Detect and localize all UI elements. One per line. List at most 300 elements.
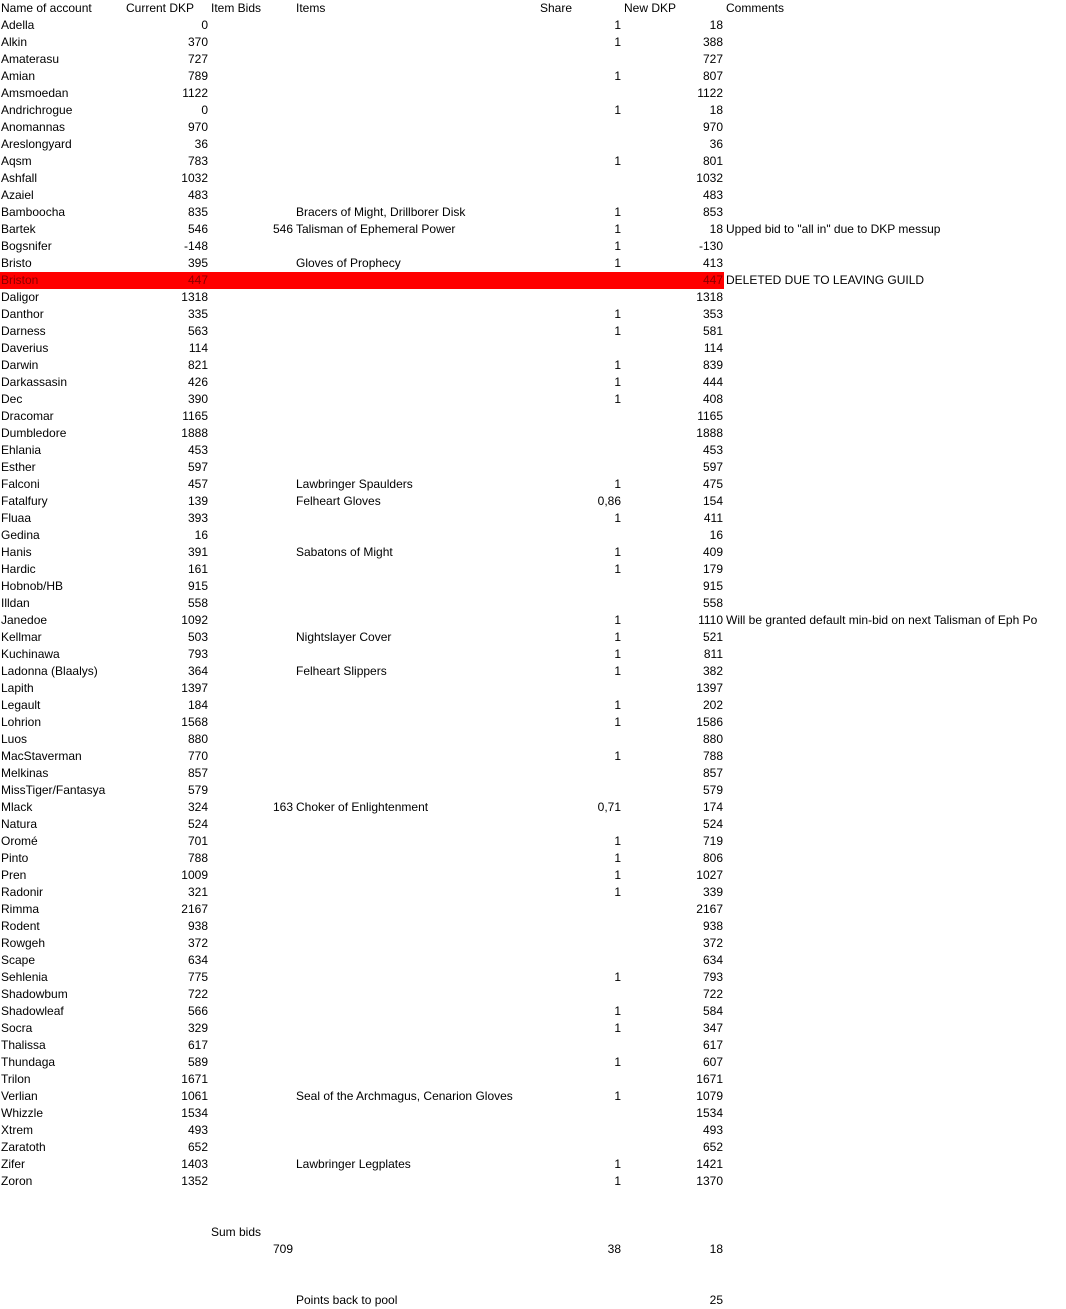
cell-comment — [726, 714, 1066, 731]
cell-new-dkp: 409 — [702, 545, 723, 559]
cell-name: Thundaga — [1, 1055, 56, 1069]
cell-current-dkp: 579 — [187, 783, 208, 797]
cell-item-bid — [210, 901, 293, 918]
cell-comment — [726, 17, 1066, 34]
cell-name: Pren — [1, 868, 27, 882]
table-row — [0, 663, 1066, 680]
cell-new-dkp: 1110 — [698, 613, 723, 627]
cell-comment — [726, 646, 1066, 663]
cell-name: Trilon — [1, 1072, 31, 1086]
cell-item-bid — [210, 595, 293, 612]
cell-comment — [726, 986, 1066, 1003]
table-row — [0, 850, 1066, 867]
cell-comment — [726, 51, 1066, 68]
cell-current-dkp: 395 — [187, 256, 208, 270]
cell-current-dkp: 788 — [187, 851, 208, 865]
cell-name: Janedoe — [1, 613, 48, 627]
cell-item-bid — [210, 102, 293, 119]
cell-new-dkp: 839 — [702, 358, 723, 372]
cell-name: Dracomar — [1, 409, 54, 423]
table-row — [0, 34, 1066, 51]
pool-value: 25 — [709, 1293, 723, 1307]
sum-bids-value: 709 — [272, 1242, 293, 1256]
cell-current-dkp: 835 — [187, 205, 208, 219]
table-row — [0, 204, 1066, 221]
cell-new-dkp: 1534 — [696, 1106, 723, 1120]
cell-share — [541, 442, 621, 459]
cell-item-bid — [210, 408, 293, 425]
table-row — [0, 374, 1066, 391]
cell-share — [541, 935, 621, 952]
cell-current-dkp: 1671 — [181, 1072, 208, 1086]
cell-items: Felheart Slippers — [296, 664, 387, 678]
cell-item-bid — [210, 340, 293, 357]
cell-items — [296, 1071, 541, 1088]
cell-share — [541, 1105, 621, 1122]
cell-current-dkp: 789 — [187, 69, 208, 83]
cell-current-dkp: 370 — [187, 35, 208, 49]
cell-comment — [726, 85, 1066, 102]
cell-share: 0,86 — [597, 494, 621, 508]
table-row — [0, 17, 1066, 34]
cell-comment — [726, 850, 1066, 867]
cell-current-dkp: 775 — [187, 970, 208, 984]
cell-current-dkp: 546 — [187, 222, 208, 236]
cell-item-bid — [210, 935, 293, 952]
cell-share: 1 — [614, 1157, 621, 1171]
cell-new-dkp: 607 — [702, 1055, 723, 1069]
cell-share — [541, 136, 621, 153]
cell-current-dkp: 1032 — [181, 171, 208, 185]
cell-new-dkp: 521 — [702, 630, 723, 644]
cell-current-dkp: 783 — [187, 154, 208, 168]
cell-current-dkp: 970 — [187, 120, 208, 134]
cell-new-dkp: 584 — [702, 1004, 723, 1018]
cell-new-dkp: 16 — [709, 528, 723, 542]
cell-comment — [726, 952, 1066, 969]
cell-current-dkp: 184 — [187, 698, 208, 712]
cell-name: Dumbledore — [1, 426, 67, 440]
cell-current-dkp: 114 — [188, 341, 208, 355]
table-row — [0, 102, 1066, 119]
cell-new-dkp: 1421 — [696, 1157, 723, 1171]
cell-new-dkp: 581 — [702, 324, 723, 338]
cell-name: Sehlenia — [1, 970, 48, 984]
cell-item-bid: 163 — [272, 800, 293, 814]
cell-item-bid — [210, 867, 293, 884]
cell-new-dkp: 853 — [702, 205, 723, 219]
cell-share — [541, 340, 621, 357]
table-row — [0, 391, 1066, 408]
sum-bids-row — [0, 1224, 1066, 1241]
cell-comment — [726, 1173, 1066, 1190]
cell-new-dkp: 811 — [703, 647, 723, 661]
cell-name: Natura — [1, 817, 38, 831]
cell-current-dkp: 524 — [187, 817, 208, 831]
cell-share — [541, 782, 621, 799]
cell-current-dkp: 793 — [187, 647, 208, 661]
cell-current-dkp: 722 — [187, 987, 208, 1001]
cell-items — [296, 680, 541, 697]
cell-item-bid — [210, 646, 293, 663]
cell-comment — [726, 323, 1066, 340]
cell-items: Seal of the Archmagus, Cenarion Gloves — [296, 1089, 513, 1103]
cell-item-bid — [210, 238, 293, 255]
table-row — [0, 408, 1066, 425]
cell-share: 1 — [614, 358, 621, 372]
cell-share — [541, 1122, 621, 1139]
cell-items — [296, 187, 541, 204]
cell-share: 1 — [614, 851, 621, 865]
cell-current-dkp: 453 — [187, 443, 208, 457]
cell-new-dkp: 2167 — [696, 902, 723, 916]
cell-current-dkp: 597 — [187, 460, 208, 474]
cell-new-dkp: 938 — [702, 919, 723, 933]
cell-share: 1 — [614, 18, 621, 32]
cell-current-dkp: 617 — [187, 1038, 208, 1052]
table-row — [0, 527, 1066, 544]
cell-new-dkp: 793 — [702, 970, 723, 984]
cell-items — [296, 170, 541, 187]
cell-new-dkp: 617 — [702, 1038, 723, 1052]
cell-item-bid — [210, 17, 293, 34]
cell-share — [541, 918, 621, 935]
table-row — [0, 170, 1066, 187]
cell-item-bid — [210, 442, 293, 459]
cell-items — [296, 442, 541, 459]
cell-item-bid — [210, 816, 293, 833]
cell-name: Hanis — [1, 545, 32, 559]
cell-share — [541, 408, 621, 425]
cell-current-dkp: 1009 — [181, 868, 208, 882]
cell-current-dkp: 770 — [187, 749, 208, 763]
cell-current-dkp: 364 — [187, 664, 208, 678]
cell-new-dkp: 347 — [702, 1021, 723, 1035]
cell-share: 1 — [614, 885, 621, 899]
cell-item-bid — [210, 680, 293, 697]
table-row — [0, 255, 1066, 272]
cell-items — [296, 867, 541, 884]
cell-items — [296, 153, 541, 170]
cell-item-bid — [210, 578, 293, 595]
cell-item-bid — [210, 153, 293, 170]
cell-item-bid — [210, 1020, 293, 1037]
cell-items — [296, 510, 541, 527]
cell-new-dkp: 722 — [702, 987, 723, 1001]
cell-item-bid — [210, 374, 293, 391]
cell-new-dkp: 18 — [709, 18, 723, 32]
cell-share: 1 — [614, 222, 621, 236]
cell-name: MissTiger/Fantasya — [1, 783, 106, 797]
cell-items — [296, 816, 541, 833]
table-row — [0, 51, 1066, 68]
table-row — [0, 646, 1066, 663]
cell-name: Scape — [1, 953, 36, 967]
cell-items — [296, 340, 541, 357]
table-row — [0, 323, 1066, 340]
cell-new-dkp: 353 — [702, 307, 723, 321]
cell-comment — [726, 578, 1066, 595]
cell-item-bid — [210, 731, 293, 748]
cell-name: Falconi — [1, 477, 40, 491]
cell-item-bid — [210, 765, 293, 782]
cell-share — [541, 187, 621, 204]
cell-name: Zoron — [1, 1174, 33, 1188]
cell-new-dkp: 806 — [702, 851, 723, 865]
cell-new-dkp: 447 — [702, 273, 723, 287]
cell-items — [296, 374, 541, 391]
table-row — [0, 153, 1066, 170]
cell-share — [541, 1071, 621, 1088]
cell-items — [296, 1003, 541, 1020]
cell-item-bid — [210, 289, 293, 306]
cell-current-dkp: 558 — [187, 596, 208, 610]
cell-items — [296, 884, 541, 901]
cell-name: Mlack — [1, 800, 33, 814]
cell-comment — [726, 340, 1066, 357]
cell-comment — [726, 1054, 1066, 1071]
cell-share: 1 — [614, 630, 621, 644]
cell-new-dkp: 202 — [702, 698, 723, 712]
table-row — [0, 1003, 1066, 1020]
header-items: Items — [296, 1, 326, 15]
cell-new-dkp: -130 — [698, 239, 723, 253]
cell-comment — [726, 1037, 1066, 1054]
cell-share: 1 — [614, 1174, 621, 1188]
cell-current-dkp: 563 — [187, 324, 208, 338]
cell-share: 1 — [614, 35, 621, 49]
cell-item-bid — [210, 255, 293, 272]
cell-share: 1 — [614, 511, 621, 525]
cell-comment — [726, 731, 1066, 748]
cell-items — [296, 51, 541, 68]
cell-new-dkp: 579 — [702, 783, 723, 797]
cell-current-dkp: 2167 — [181, 902, 208, 916]
cell-items — [296, 731, 541, 748]
cell-name: Dec — [1, 392, 23, 406]
cell-item-bid — [210, 357, 293, 374]
cell-comment — [726, 1122, 1066, 1139]
table-row — [0, 1054, 1066, 1071]
cell-item-bid — [210, 1054, 293, 1071]
cell-name: Alkin — [1, 35, 28, 49]
cell-item-bid — [210, 204, 293, 221]
cell-comment — [726, 493, 1066, 510]
cell-current-dkp: 324 — [187, 800, 208, 814]
cell-current-dkp: 457 — [187, 477, 208, 491]
cell-share — [541, 51, 621, 68]
cell-share: 1 — [614, 69, 621, 83]
cell-new-dkp: 719 — [702, 834, 723, 848]
cell-items: Sabatons of Might — [296, 545, 393, 559]
cell-items — [296, 1173, 541, 1190]
cell-comment — [726, 799, 1066, 816]
cell-new-dkp: 444 — [702, 375, 723, 389]
table-row — [0, 1071, 1066, 1088]
per-share-value: 18 — [709, 1242, 723, 1256]
cell-items — [296, 1054, 541, 1071]
cell-name: Verlian — [1, 1089, 38, 1103]
cell-comment: Upped bid to "all in" due to DKP messup — [726, 222, 941, 236]
cell-comment — [726, 1105, 1066, 1122]
cell-current-dkp: 329 — [187, 1021, 208, 1035]
cell-item-bid — [210, 612, 293, 629]
cell-current-dkp: 1888 — [181, 426, 208, 440]
cell-items — [296, 527, 541, 544]
cell-current-dkp: 938 — [187, 919, 208, 933]
cell-items — [296, 952, 541, 969]
cell-comment — [726, 969, 1066, 986]
cell-current-dkp: 0 — [201, 18, 208, 32]
table-row — [0, 867, 1066, 884]
cell-items — [296, 102, 541, 119]
table-row-deleted — [0, 272, 1066, 289]
cell-name: Bogsnifer — [1, 239, 52, 253]
cell-items — [296, 391, 541, 408]
cell-item-bid — [210, 697, 293, 714]
header-comments: Comments — [726, 1, 785, 15]
cell-new-dkp: 411 — [703, 511, 723, 525]
table-row — [0, 289, 1066, 306]
cell-item-bid — [210, 1173, 293, 1190]
cell-item-bid — [210, 663, 293, 680]
cell-share — [541, 1139, 621, 1156]
cell-share: 1 — [614, 545, 621, 559]
cell-current-dkp: 857 — [187, 766, 208, 780]
cell-comment — [726, 289, 1066, 306]
cell-share — [541, 595, 621, 612]
cell-name: Lapith — [1, 681, 34, 695]
cell-items — [296, 782, 541, 799]
cell-current-dkp: 483 — [187, 188, 208, 202]
cell-comment — [726, 663, 1066, 680]
cell-item-bid — [210, 1037, 293, 1054]
cell-new-dkp: 339 — [702, 885, 723, 899]
cell-items: Talisman of Ephemeral Power — [296, 222, 456, 236]
cell-new-dkp: 1165 — [697, 409, 723, 423]
cell-new-dkp: 1318 — [696, 290, 723, 304]
cell-new-dkp: 524 — [702, 817, 723, 831]
cell-comment — [726, 561, 1066, 578]
cell-new-dkp: 915 — [702, 579, 723, 593]
cell-share — [541, 986, 621, 1003]
cell-item-bid — [210, 1105, 293, 1122]
cell-item-bid — [210, 918, 293, 935]
cell-comment — [726, 204, 1066, 221]
cell-name: Melkinas — [1, 766, 49, 780]
cell-items — [296, 289, 541, 306]
cell-item-bid — [210, 510, 293, 527]
cell-share: 1 — [614, 664, 621, 678]
cell-current-dkp: 390 — [187, 392, 208, 406]
cell-name: Rowgeh — [1, 936, 46, 950]
cell-items — [296, 833, 541, 850]
cell-name: Rodent — [1, 919, 40, 933]
cell-share: 1 — [614, 970, 621, 984]
cell-current-dkp: 1568 — [181, 715, 208, 729]
table-row — [0, 884, 1066, 901]
cell-new-dkp: 807 — [702, 69, 723, 83]
cell-items — [296, 272, 541, 289]
cell-items: Choker of Enlightenment — [296, 800, 429, 814]
cell-name: Zifer — [1, 1157, 25, 1171]
cell-name: Pinto — [1, 851, 29, 865]
cell-name: Bristo — [1, 256, 32, 270]
cell-share: 1 — [614, 1021, 621, 1035]
cell-share: 1 — [614, 1055, 621, 1069]
cell-item-bid — [210, 34, 293, 51]
cell-name: Kellmar — [1, 630, 42, 644]
cell-items — [296, 986, 541, 1003]
table-row — [0, 799, 1066, 816]
cell-new-dkp: 413 — [702, 256, 723, 270]
cell-new-dkp: 788 — [702, 749, 723, 763]
cell-name: Amian — [1, 69, 36, 83]
cell-item-bid — [210, 561, 293, 578]
table-row — [0, 578, 1066, 595]
cell-items — [296, 918, 541, 935]
cell-name: MacStaverman — [1, 749, 82, 763]
cell-item-bid — [210, 187, 293, 204]
cell-items — [296, 561, 541, 578]
table-row — [0, 459, 1066, 476]
cell-items — [296, 1105, 541, 1122]
cell-item-bid — [210, 306, 293, 323]
cell-items — [296, 85, 541, 102]
cell-items — [296, 1037, 541, 1054]
cell-new-dkp: 558 — [702, 596, 723, 610]
cell-name: Amsmoedan — [1, 86, 69, 100]
cell-new-dkp: 18 — [709, 103, 723, 117]
cell-name: Daverius — [1, 341, 49, 355]
cell-share: 1 — [614, 239, 621, 253]
cell-name: Ehlania — [1, 443, 42, 457]
table-row — [0, 1037, 1066, 1054]
cell-current-dkp: 161 — [187, 562, 208, 576]
cell-name: Daligor — [1, 290, 40, 304]
cell-comment — [726, 34, 1066, 51]
table-row — [0, 969, 1066, 986]
cell-name: Xtrem — [1, 1123, 34, 1137]
cell-item-bid — [210, 969, 293, 986]
cell-new-dkp: 597 — [702, 460, 723, 474]
cell-share: 1 — [614, 749, 621, 763]
cell-new-dkp: 18 — [709, 222, 723, 236]
cell-comment — [726, 629, 1066, 646]
cell-comment: Will be granted default min-bid on next Talisman of Eph Po — [726, 613, 1038, 627]
cell-item-bid — [210, 1071, 293, 1088]
cell-items: Lawbringer Legplates — [296, 1157, 411, 1171]
table-row — [0, 425, 1066, 442]
table-row — [0, 629, 1066, 646]
cell-name: Legault — [1, 698, 41, 712]
cell-items: Nightslayer Cover — [296, 630, 392, 644]
cell-current-dkp: 393 — [187, 511, 208, 525]
cell-name: Adella — [1, 18, 35, 32]
cell-item-bid — [210, 170, 293, 187]
cell-item-bid — [210, 884, 293, 901]
cell-share — [541, 119, 621, 136]
cell-comment — [726, 1020, 1066, 1037]
cell-items — [296, 17, 541, 34]
cell-item-bid — [210, 323, 293, 340]
cell-share: 1 — [614, 307, 621, 321]
cell-name: Bamboocha — [1, 205, 66, 219]
cell-new-dkp: 154 — [702, 494, 723, 508]
cell-new-dkp: 174 — [702, 800, 723, 814]
cell-comment — [726, 238, 1066, 255]
cell-comment: DELETED DUE TO LEAVING GUILD — [726, 273, 925, 287]
